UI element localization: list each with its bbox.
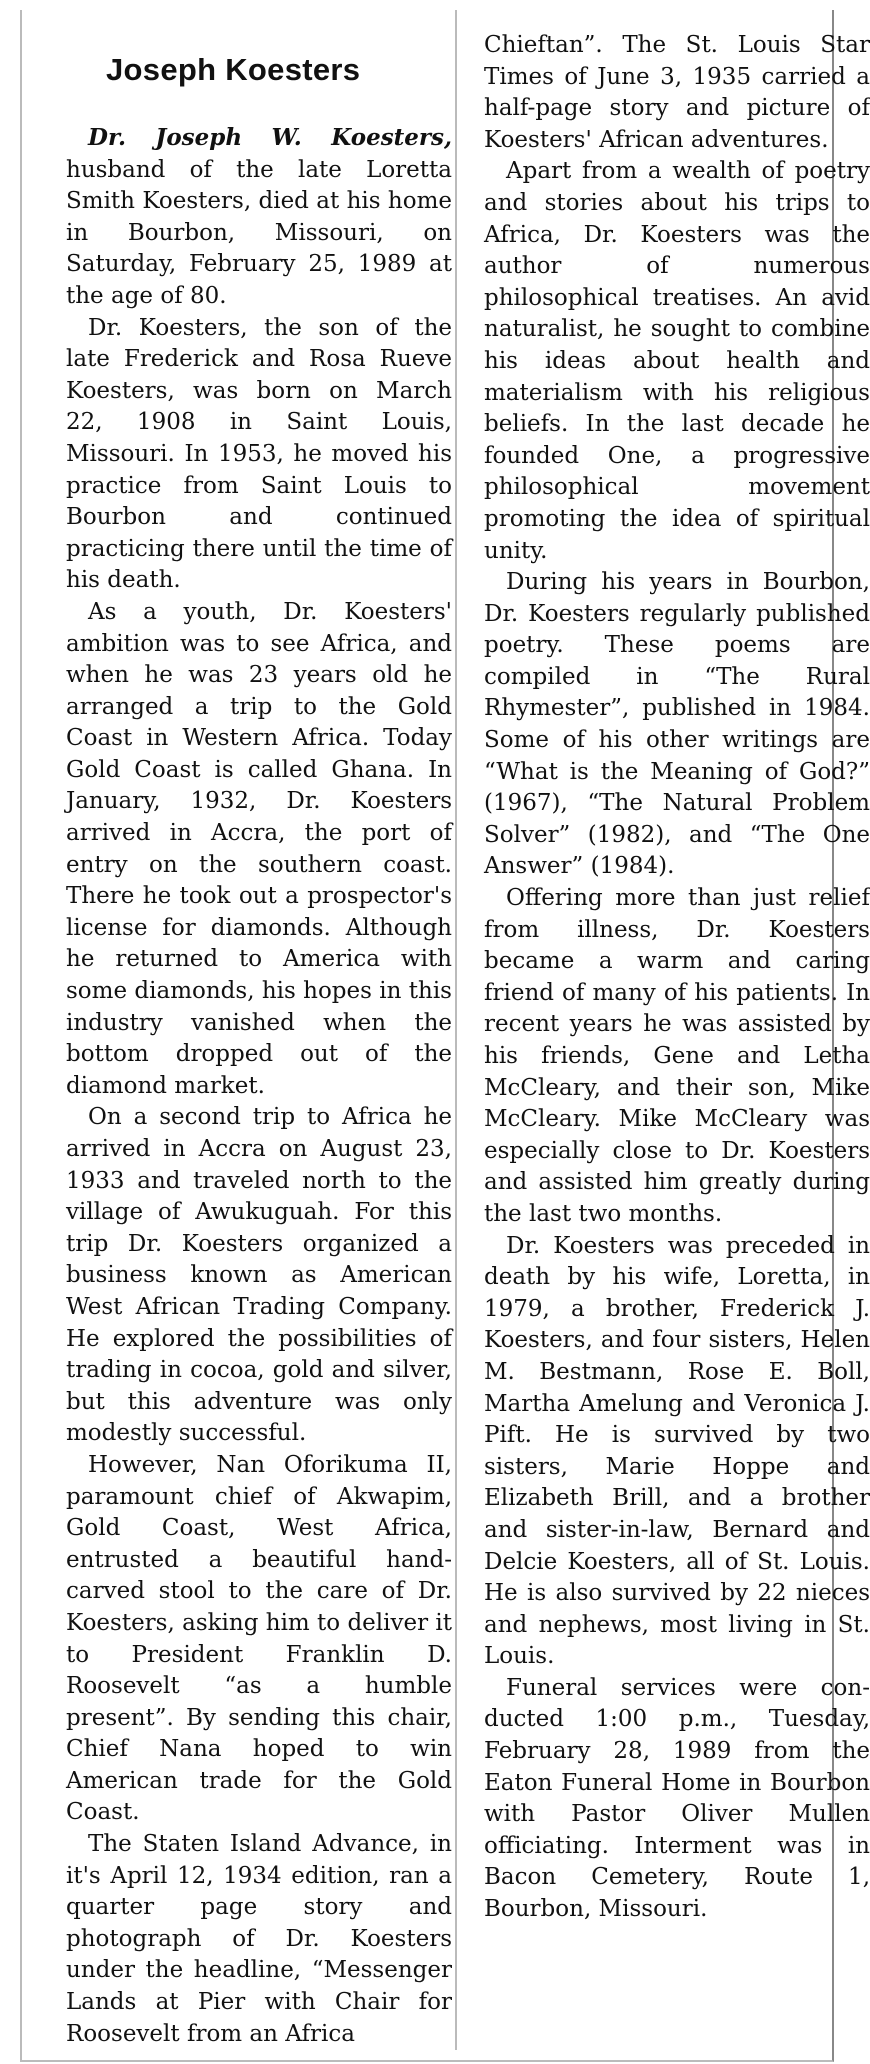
left-column (66, 50, 452, 2050)
paragraph-7: Chieftan”. The St. Louis Star Times of June 3, 1935 carried a half-page story and picture of Koesters' African adventures. (484, 32, 870, 153)
paragraph-4: On a second trip to Africa he arrived in Accra on August 23, 1933 and traveled north to the village of Awukuguah. For this trip Dr. Koesters organized a business known as American West African Trading Company. He explored the possibilities of trading in cocoa, gold and silver, but this adventure was only modestly successful. (66, 1104, 452, 1447)
paragraph-12: Funeral services were conducted 1:00 p.m., Tuesday, February 28, 1989 from the Eaton Funeral Home in Bourbon with Pastor Oliver Mullen officiating. Interment was in Bacon Cemetery, Route 1, Bourbon, Missouri. (484, 1674, 870, 1923)
right-column (484, 30, 870, 1926)
paragraph-1 (66, 122, 452, 313)
paragraph-9: During his years in Bourbon, Dr. Koesters regularly published poetry. These poems are compiled in “The Rural Rhymester”, published in 1984. Some of his other writings are “What is the Meaning of God?” (1967), “The Natural Problem Solver” (1982), and “The One Answer” (1984). (484, 569, 870, 880)
paragraph-5: However, Nan Oforikuma II, paramount chief of Akwapim, Gold Coast, West Africa, entrusted a beautiful hand-carved stool to the care of Dr. Koesters, asking him to deliver it to President Franklin D. Roosevelt “as a humble present”. By sending this chair, Chief Nana hoped to win American trade for the Gold Coast. (66, 1451, 453, 1826)
paragraph-6: The Staten Island Advance, in it's April 12, 1934 edition, ran a quarter page story and photograph of Dr. Koesters under the headline, “Messenger Lands at Pier with Chair for Roosevelt from an Africa (66, 1831, 452, 2047)
paragraph-2: Dr. Koesters, the son of the late Frederick and Rosa Rueve Koesters, was born on March 22, 1908 in Saint Louis, Missouri. In 1953, he moved his practice from Saint Louis to Bourbon and continued practicing there until the time of his death. (66, 314, 452, 594)
paragraph-8: Apart from a wealth of poetry and stories about his trips to Africa, Dr. Koesters was the author of numerous philosophical treatises. An avid naturalist, he sought to combine his ideas about health and materialism with his religious beliefs. In the last decade he founded One, a progressive philosophical movement promoting the idea of spiritual unity. (484, 158, 870, 564)
paragraph-1-text: husband of the late Loretta Smith Koesters, died at his home in Bourbon, Missouri, on Saturday, February 25, 1989 at the age of 80. (66, 156, 452, 309)
column-divider (455, 10, 457, 2050)
lead-name: Dr. Joseph W. Koesters, (88, 124, 452, 151)
paragraph-3: As a youth, Dr. Koesters' ambition was to see Africa, and when he was 23 years old he arranged a trip to the Gold Coast in Western Africa. Today Gold Coast is called Ghana. In January, 1932, Dr. Koesters arrived in Accra, the port of entry on the southern coast. There he took out a prospector's license for diamonds. Although he returned to America with some diamonds, his hopes in this industry vanished when the bottom dropped out of the diamond market. (66, 598, 452, 1099)
paragraph-10: Offering more than just relief from illness, Dr. Koesters became a warm and caring friend of many of his patients. In recent years he was assisted by his friends, Gene and Letha McCleary, and their son, Mike McCleary. Mike McCleary was especially close to Dr. Koesters and assisted him greatly during the last two months. (484, 885, 870, 1227)
paragraph-11: Dr. Koesters was preceded in death by his wife, Loretta, in 1979, a brother, Frederick J. Koesters, and four sisters, Helen M. Bestmann, Rose E. Boll, Martha Amelung and Veronica J. Pift. He is survived by two sisters, Marie Hoppe and Elizabeth Brill, and a brother and sister-in-law, Bernard and Delcie Koesters, all of St. Louis. He is also survived by 22 nieces and nephews, most living in St. Louis. (484, 1232, 870, 1670)
obituary-title: Joseph Koesters (106, 52, 361, 87)
newspaper-clipping (20, 10, 870, 2062)
